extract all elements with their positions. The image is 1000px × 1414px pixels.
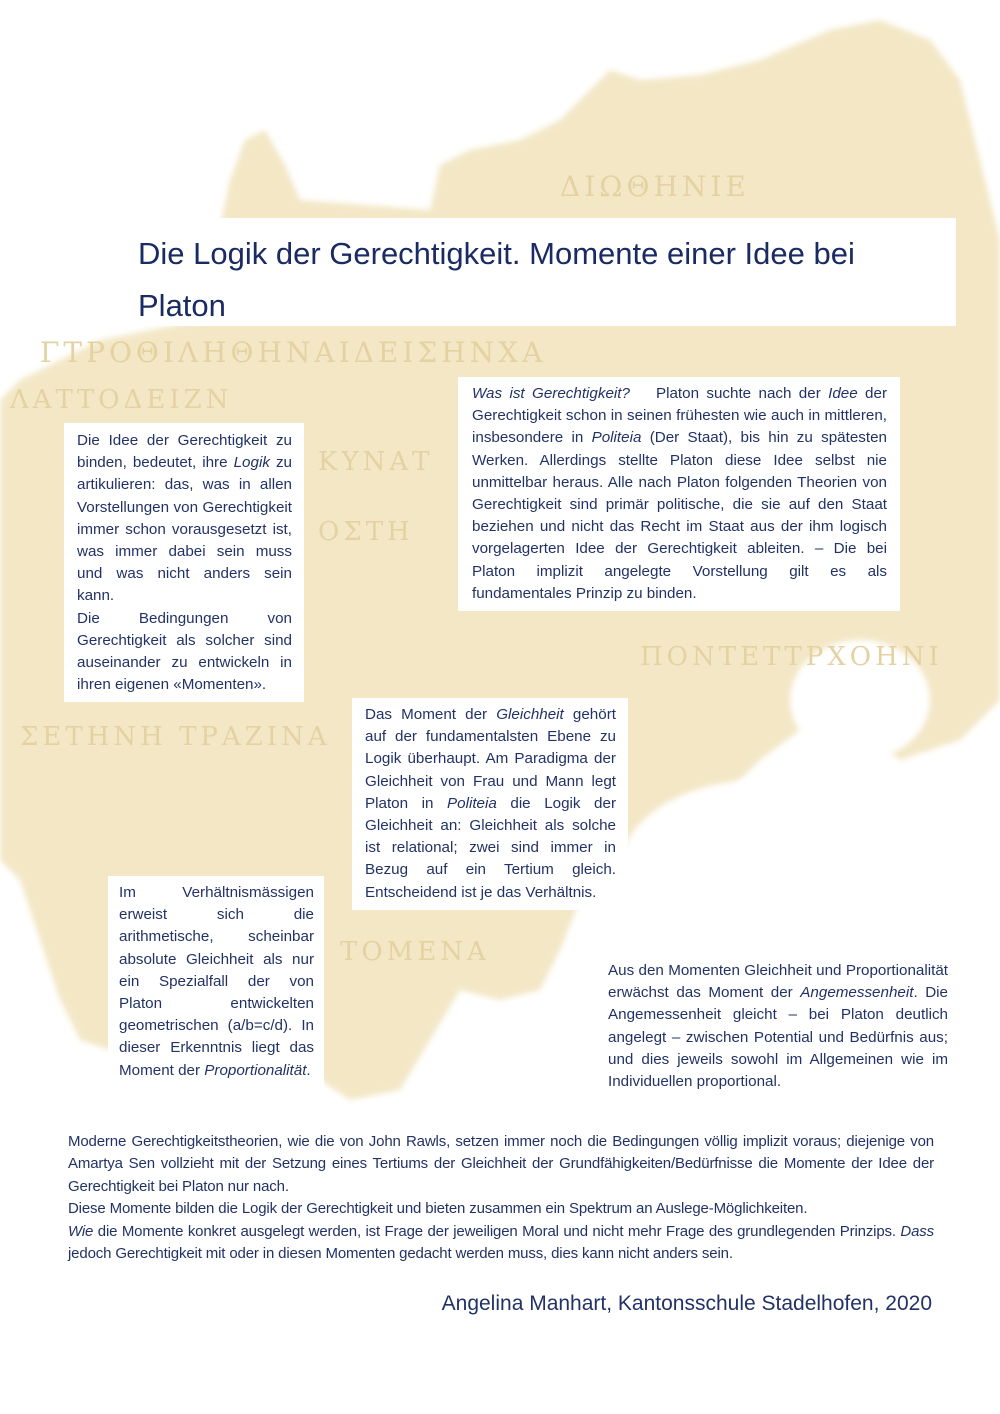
paragraph xyxy=(608,960,948,1093)
text-box-logik xyxy=(64,423,304,702)
text: Im Verhältnismässigen erweist sich die arithmetische, scheinbar absolute Gleichheit als nur ein Spezialfall der von Platon entwickelten geometrischen (a/b=c/d). In dieser Erkenntnis liegt das Moment der xyxy=(119,884,314,1079)
paragraph xyxy=(119,882,314,1082)
emphasis: Proportionalität xyxy=(204,1061,307,1079)
lead-question: Was ist Gerechtigkeit? xyxy=(472,385,630,402)
text: jedoch Gerechtigkeit mit oder in diesen Momenten gedacht werden muss, dies kann nicht anders sein. xyxy=(68,1245,733,1263)
closing-section xyxy=(68,1131,934,1265)
text: . xyxy=(306,1061,311,1079)
page-title: Die Logik der Gerechtigkeit. Momente einer Idee bei Platon xyxy=(138,236,855,323)
text: . Die Angemessenheit gleicht – bei Platon deutlich angelegt – zwischen Potential und Bedürfnis aus; und dies jeweils sowohl im Allgemeinen wie im Individuellen proportional. xyxy=(608,984,948,1091)
text: (Der Staat), bis hin zu spätesten Werken. Allerdings stellte Platon diese Idee selbst nie unmittelbar heraus. Alle nach Platon folgenden Theorien von Gerechtigkeit sind primär politische, die sie auf den Staat beziehen und nicht das Recht im Staat aus der ihm logisch vorgelagerten Idee der Gerechtigkeit ableiten. – Die bei Platon implizit angelegte Vorstellung gilt es als fundamentales Prinzip zu binden. xyxy=(472,429,887,602)
text: Die Idee der Gerechtigkeit zu binden, bedeutet, ihre xyxy=(77,432,292,472)
text: Das Moment der xyxy=(365,706,497,723)
glyph-row: ΛΑΤΤΟΔΕΙΖΝ xyxy=(10,385,233,415)
text-box-proportionalitaet xyxy=(108,876,324,1088)
emphasis: Dass xyxy=(900,1222,934,1240)
paragraph: Moderne Gerechtigkeitstheorien, wie die von John Rawls, setzen immer noch die Bedingungen völlig implizit voraus; diejenige von Amartya Sen vollzieht mit der Setzung eines Tertiums der Gleichheit der Grundfähigkeiten/Bedürfnisse die Momente der Idee der Gerechtigkeit bei Platon nur nach. xyxy=(68,1133,934,1195)
text-box-was-ist-gerechtigkeit xyxy=(458,377,900,611)
author-credit: Angelina Manhart, Kantonsschule Stadelhofen, 2020 xyxy=(441,1292,932,1315)
text: Platon suchte nach der xyxy=(655,385,829,402)
paragraph xyxy=(365,704,616,904)
glyph-row: ΠΟΝΤΕΤΤΡΧΟΗΝΙ xyxy=(640,642,943,672)
text-box-gleichheit xyxy=(352,698,628,910)
glyph-row: ΔΙΩΘΗΝΙΕ xyxy=(560,170,750,203)
text: gehört auf der fundamentalsten Ebene zu Logik überhaupt. Am Paradigma der Gleichheit von Frau und Mann legt Platon in xyxy=(365,706,616,812)
paragraph xyxy=(472,383,887,605)
paragraph xyxy=(68,1221,934,1266)
glyph-row: ΣΕΤΗΝΗ ΤΡΑΖΙΝΑ xyxy=(20,722,331,752)
text: zu artikulieren: das, was in allen Vorstellungen von Gerechtigkeit immer schon vorausgesetzt ist, was immer dabei sein muss und was nicht anders sein kann. xyxy=(77,454,292,605)
text-box-angemessenheit xyxy=(598,954,956,1099)
paragraph: Die Bedingungen von Gerechtigkeit als solcher sind auseinander zu entwickeln in ihren eigenen «Momenten». xyxy=(77,609,292,694)
glyph-row: ΤΟΜΕΝΑ xyxy=(340,937,490,967)
emphasis: Politeia xyxy=(447,794,497,812)
text: Aus den Momenten Gleichheit und Proportionalität erwächst das Moment der xyxy=(608,962,948,1002)
glyph-row: ΟΣΤΗ xyxy=(318,517,414,547)
text: der Gerechtigkeit schon in seinen frühesten wie auch in mittleren, insbesondere in xyxy=(472,385,888,447)
paragraph xyxy=(77,430,292,608)
emphasis: Wie xyxy=(68,1222,94,1240)
title-box xyxy=(124,218,956,326)
emphasis: Angemessenheit xyxy=(800,984,914,1002)
paragraph: Diese Momente bilden die Logik der Gerechtigkeit und bieten zusammen ein Spektrum an Auslege-Möglichkeiten. xyxy=(68,1200,808,1218)
emphasis: Logik xyxy=(233,454,270,472)
glyph-row: ΓΤΡΟΘΙΛΗΘΗΝΑΙΔΕΙΣΗΝΧΑ xyxy=(40,336,547,369)
emphasis: Gleichheit xyxy=(496,706,564,723)
emphasis: Politeia xyxy=(591,429,642,447)
glyph-row: ΚΥΝΑΤ xyxy=(318,447,434,477)
text: die Logik der Gleichheit an: Gleichheit als solche ist relational; zwei sind immer in Bezug auf ein Tertium gleich. Entscheidend ist je das Verhältnis. xyxy=(365,794,616,901)
emphasis: Idee xyxy=(828,385,858,402)
text: die Momente konkret ausgelegt werden, ist Frage der jeweiligen Moral und nicht mehr Frage des grundlegenden Prinzips. xyxy=(93,1222,901,1240)
